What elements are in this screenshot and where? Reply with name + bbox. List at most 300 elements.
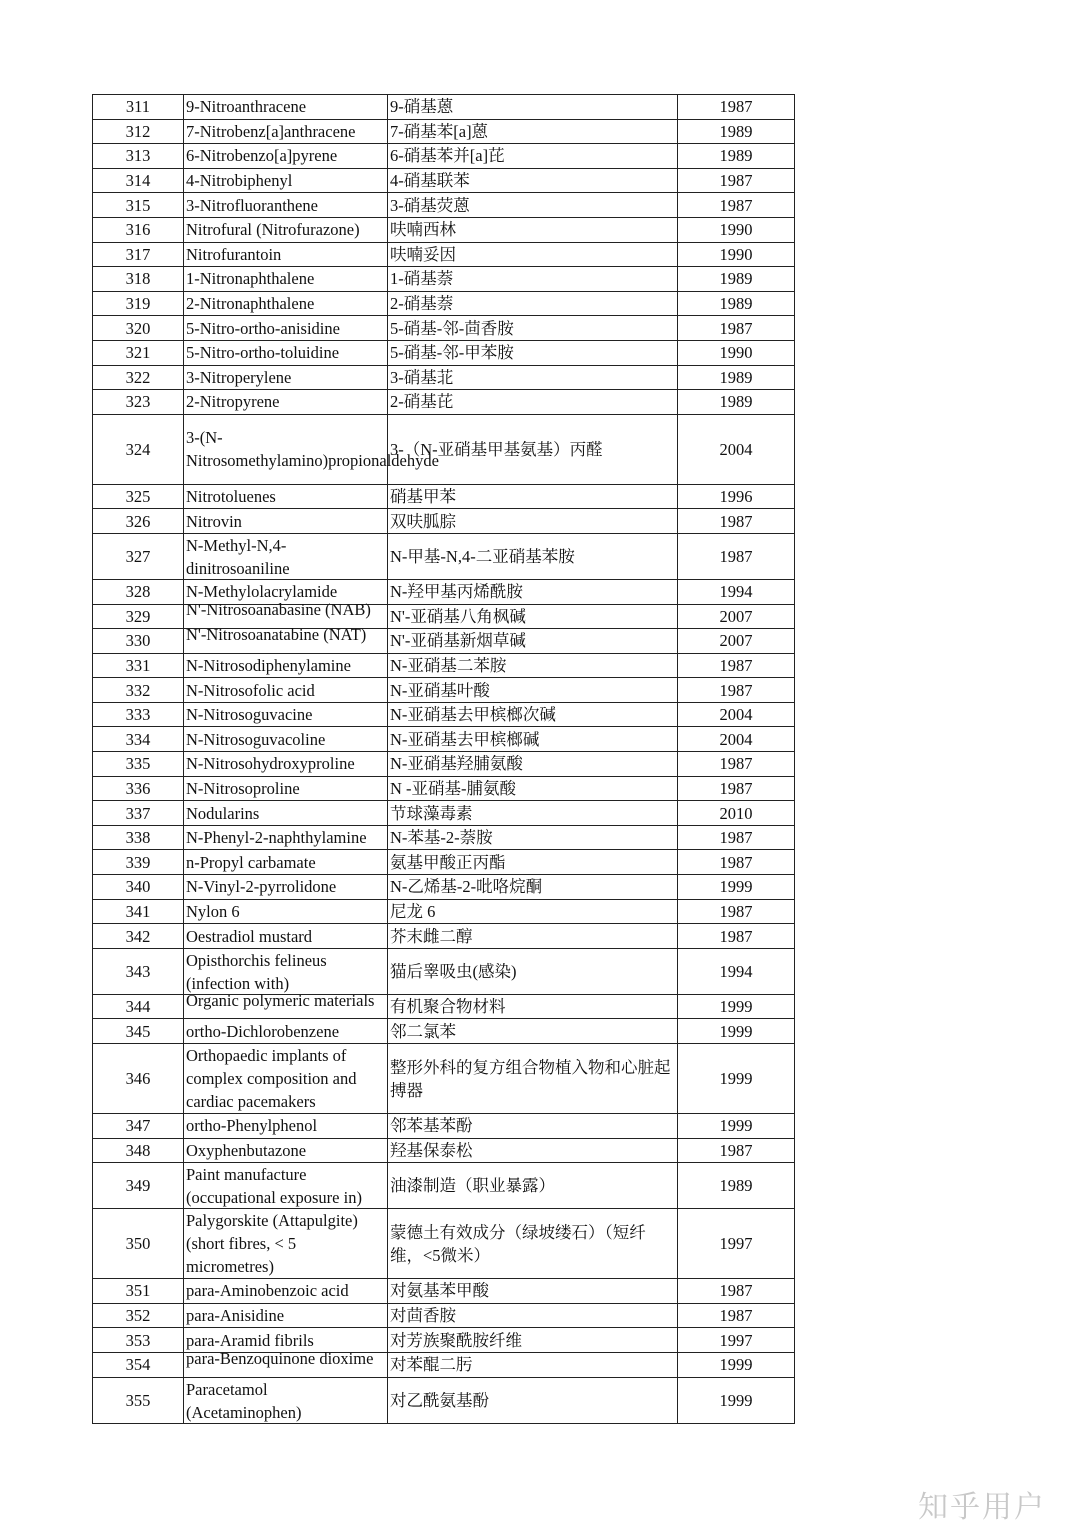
english-name: Opisthorchis felineus (infection with)	[186, 950, 327, 993]
chinese-name: 1-硝基萘	[390, 269, 454, 289]
chinese-name-cell	[388, 1138, 678, 1163]
english-name: Orthopaedic implants of complex composition and cardiac pacemakers	[186, 1046, 357, 1111]
chinese-name-cell	[388, 604, 678, 629]
year-cell	[678, 217, 795, 242]
chinese-name-cell	[388, 193, 678, 218]
chinese-name-cell	[388, 119, 678, 144]
english-name-cell	[184, 144, 388, 169]
year-cell	[678, 924, 795, 949]
table-body	[93, 95, 795, 1424]
english-name: ortho-Phenylphenol	[186, 1116, 318, 1136]
year-cell	[678, 316, 795, 341]
year: 1987	[719, 778, 753, 798]
chinese-name: 猫后睾吸虫(感染)	[390, 961, 517, 981]
chinese-name-cell	[388, 948, 678, 994]
year: 2007	[719, 606, 753, 626]
row-number: 332	[125, 680, 151, 700]
chinese-name: 6-硝基苯并[a]芘	[390, 146, 505, 166]
chinese-name: 氨基甲酸正丙酯	[390, 852, 506, 872]
english-name-cell	[184, 678, 388, 703]
english-name: Nitrovin	[186, 511, 242, 531]
english-name-cell	[184, 365, 388, 390]
row-number-cell	[93, 1209, 184, 1279]
english-name-cell	[184, 533, 388, 579]
english-name: Oestradiol mustard	[186, 926, 313, 946]
carcinogen-table	[92, 94, 795, 1424]
year: 1987	[719, 852, 753, 872]
chinese-name: 对乙酰氨基酚	[390, 1390, 489, 1410]
year-cell	[678, 168, 795, 193]
english-name: Nodularins	[186, 803, 260, 823]
english-name-cell	[184, 316, 388, 341]
english-name-cell	[184, 267, 388, 292]
row-number-cell	[93, 144, 184, 169]
row-number-cell	[93, 1044, 184, 1114]
row-number-cell	[93, 414, 184, 484]
chinese-name: N-羟甲基丙烯酰胺	[390, 582, 523, 602]
english-name: para-Anisidine	[186, 1306, 285, 1326]
english-name-cell	[184, 801, 388, 826]
row-number-cell	[93, 193, 184, 218]
year-cell	[678, 1209, 795, 1279]
year-cell	[678, 193, 795, 218]
row-number: 345	[125, 1021, 151, 1041]
row-number-cell	[93, 1163, 184, 1209]
year-cell	[678, 1163, 795, 1209]
row-number: 335	[125, 754, 151, 774]
table-row	[93, 678, 795, 703]
chinese-name: N-亚硝基去甲槟榔碱	[390, 729, 540, 749]
table-row	[93, 267, 795, 292]
english-name: 4-Nitrobiphenyl	[186, 171, 293, 191]
table-row	[93, 825, 795, 850]
english-name: 5-Nitro-ortho-anisidine	[186, 318, 340, 338]
english-name-cell	[184, 948, 388, 994]
row-number-cell	[93, 825, 184, 850]
row-number-cell	[93, 948, 184, 994]
chinese-name-cell	[388, 484, 678, 509]
row-number: 327	[125, 546, 151, 566]
row-number: 352	[125, 1306, 151, 1326]
english-name-cell	[184, 340, 388, 365]
year-cell	[678, 1138, 795, 1163]
chinese-name: 节球藻毒素	[390, 803, 473, 823]
table-row	[93, 752, 795, 777]
row-number: 325	[125, 487, 151, 507]
chinese-name-cell	[388, 95, 678, 120]
row-number: 323	[125, 392, 151, 412]
year: 1987	[719, 546, 753, 566]
year: 1987	[719, 171, 753, 191]
year: 2010	[719, 803, 753, 823]
chinese-name-cell	[388, 899, 678, 924]
english-name-cell	[184, 168, 388, 193]
english-name-cell	[184, 990, 388, 1019]
english-name: 6-Nitrobenzo[a]pyrene	[186, 146, 338, 166]
year: 1989	[719, 294, 753, 314]
chinese-name-cell	[388, 678, 678, 703]
english-name: N-Nitrosofolic acid	[186, 680, 315, 700]
year: 1987	[719, 680, 753, 700]
row-number: 317	[125, 244, 151, 264]
chinese-name: 双呋胍腙	[390, 511, 456, 531]
row-number: 330	[125, 631, 151, 651]
year: 1994	[719, 582, 753, 602]
english-name-cell	[184, 509, 388, 534]
year-cell	[678, 267, 795, 292]
row-number: 314	[125, 171, 151, 191]
year-cell	[678, 95, 795, 120]
chinese-name: N-苯基-2-萘胺	[390, 828, 493, 848]
english-name-cell	[184, 1209, 388, 1279]
row-number-cell	[93, 168, 184, 193]
year-cell	[678, 801, 795, 826]
table-row	[93, 801, 795, 826]
year: 1987	[719, 901, 753, 921]
chinese-name: 呋喃妥因	[390, 244, 456, 264]
table-row	[93, 390, 795, 415]
chinese-name-cell	[388, 702, 678, 727]
year: 2004	[719, 439, 753, 459]
chinese-name-cell	[388, 1044, 678, 1114]
english-name-cell	[184, 1279, 388, 1304]
table-row	[93, 994, 795, 1019]
year: 1987	[719, 1306, 753, 1326]
year: 1987	[719, 1281, 753, 1301]
chinese-name: N'-亚硝基新烟草碱	[390, 631, 526, 651]
table-row	[93, 193, 795, 218]
row-number-cell	[93, 95, 184, 120]
year: 1990	[719, 244, 753, 264]
chinese-name: 有机聚合物材料	[390, 997, 506, 1017]
year-cell	[678, 776, 795, 801]
table-row	[93, 217, 795, 242]
chinese-name: N-亚硝基二苯胺	[390, 655, 507, 675]
chinese-name-cell	[388, 242, 678, 267]
english-name-cell	[184, 217, 388, 242]
year-cell	[678, 1352, 795, 1377]
english-name-cell	[184, 193, 388, 218]
chinese-name-cell	[388, 653, 678, 678]
chinese-name-cell	[388, 875, 678, 900]
year: 1997	[719, 1330, 753, 1350]
english-name: 1-Nitronaphthalene	[186, 269, 315, 289]
row-number: 337	[125, 803, 151, 823]
english-name-cell	[184, 390, 388, 415]
year-cell	[678, 509, 795, 534]
english-name-cell	[184, 1348, 388, 1377]
chinese-name: 9-硝基蒽	[390, 97, 454, 117]
year: 1996	[719, 487, 753, 507]
chinese-name-cell	[388, 994, 678, 1019]
english-name: Nylon 6	[186, 901, 240, 921]
year-cell	[678, 579, 795, 604]
table-row	[93, 776, 795, 801]
chinese-name: 邻苯基苯酚	[390, 1116, 473, 1136]
chinese-name-cell	[388, 776, 678, 801]
english-name: 3-(N-Nitrosomethylamino)propionaldehyde	[186, 428, 439, 471]
english-name-cell	[184, 242, 388, 267]
chinese-name-cell	[388, 1279, 678, 1304]
year: 1999	[719, 1021, 753, 1041]
table-row	[93, 850, 795, 875]
chinese-name-cell	[388, 1163, 678, 1209]
table-row	[93, 1303, 795, 1328]
english-name: 5-Nitro-ortho-toluidine	[186, 343, 340, 363]
row-number: 342	[125, 926, 151, 946]
table-row	[93, 340, 795, 365]
table-row	[93, 291, 795, 316]
table-row	[93, 1019, 795, 1044]
chinese-name: 硝基甲苯	[390, 487, 456, 507]
table-row	[93, 533, 795, 579]
chinese-name-cell	[388, 144, 678, 169]
year-cell	[678, 1279, 795, 1304]
row-number-cell	[93, 604, 184, 629]
row-number-cell	[93, 850, 184, 875]
year: 2007	[719, 631, 753, 651]
english-name: 2-Nitropyrene	[186, 392, 280, 412]
year: 1989	[719, 121, 753, 141]
year-cell	[678, 533, 795, 579]
english-name: 9-Nitroanthracene	[186, 97, 307, 117]
row-number-cell	[93, 533, 184, 579]
english-name-cell	[184, 850, 388, 875]
row-number-cell	[93, 702, 184, 727]
year: 1999	[719, 1069, 753, 1088]
english-name-cell	[184, 1019, 388, 1044]
chinese-name-cell	[388, 1352, 678, 1377]
year: 1987	[719, 828, 753, 848]
table-row	[93, 702, 795, 727]
row-number-cell	[93, 1303, 184, 1328]
row-number-cell	[93, 1328, 184, 1353]
row-number-cell	[93, 390, 184, 415]
table-row	[93, 1352, 795, 1377]
table-row	[93, 1138, 795, 1163]
english-name: N-Methyl-N,4-dinitrosoaniline	[186, 535, 290, 578]
year-cell	[678, 702, 795, 727]
english-name-cell	[184, 776, 388, 801]
english-name: Nitrofurantoin	[186, 244, 282, 264]
english-name-cell	[184, 1138, 388, 1163]
table-row	[93, 629, 795, 654]
row-number: 321	[125, 343, 151, 363]
year-cell	[678, 875, 795, 900]
english-name: N'-Nitrosoanatabine (NAT)	[186, 624, 367, 644]
row-number-cell	[93, 924, 184, 949]
year: 2004	[719, 705, 753, 725]
chinese-name-cell	[388, 217, 678, 242]
english-name: N-Nitrosoguvacine	[186, 705, 313, 725]
row-number-cell	[93, 1377, 184, 1423]
chinese-name-cell	[388, 1377, 678, 1423]
row-number: 331	[125, 655, 151, 675]
chinese-name-cell	[388, 316, 678, 341]
row-number: 312	[125, 121, 151, 141]
row-number-cell	[93, 653, 184, 678]
year-cell	[678, 850, 795, 875]
row-number: 353	[125, 1330, 151, 1350]
english-name: n-Propyl carbamate	[186, 852, 316, 872]
chinese-name: 油漆制造（职业暴露）	[390, 1176, 555, 1196]
chinese-name: N-甲基-N,4-二亚硝基苯胺	[390, 546, 575, 566]
row-number: 338	[125, 828, 151, 848]
chinese-name: 整形外科的复方组合物植入物和心脏起搏器	[390, 1057, 671, 1100]
table-row	[93, 414, 795, 484]
year: 1989	[719, 392, 753, 412]
year: 1994	[719, 961, 753, 981]
table-row	[93, 924, 795, 949]
year-cell	[678, 899, 795, 924]
year-cell	[678, 242, 795, 267]
year-cell	[678, 390, 795, 415]
chinese-name: N -亚硝基-脯氨酸	[390, 778, 517, 798]
english-name: Palygorskite (Attapulgite)(short fibres, < 5 micrometres)	[186, 1211, 358, 1277]
year-cell	[678, 752, 795, 777]
row-number: 319	[125, 294, 151, 314]
english-name: Organic polymeric materials	[186, 990, 375, 1010]
english-name-cell	[184, 414, 439, 484]
row-number: 324	[125, 439, 151, 459]
year: 1989	[719, 146, 753, 166]
table-row	[93, 119, 795, 144]
english-name-cell	[184, 702, 388, 727]
english-name-cell	[184, 653, 388, 678]
year: 1999	[719, 997, 753, 1017]
table-row	[93, 365, 795, 390]
row-number-cell	[93, 752, 184, 777]
english-name-cell	[184, 291, 388, 316]
year-cell	[678, 825, 795, 850]
row-number: 322	[125, 367, 151, 387]
table-row	[93, 875, 795, 900]
year-cell	[678, 678, 795, 703]
row-number: 328	[125, 582, 151, 602]
chinese-name: 3-硝基苝	[390, 367, 454, 387]
row-number-cell	[93, 678, 184, 703]
chinese-name-cell	[388, 579, 678, 604]
english-name: N'-Nitrosoanabasine (NAB)	[186, 600, 371, 620]
row-number: 347	[125, 1116, 151, 1136]
row-number: 354	[125, 1355, 151, 1375]
english-name: N-Vinyl-2-pyrrolidone	[186, 877, 337, 897]
chinese-name: 3-（N-亚硝基甲基氨基）丙醛	[390, 439, 603, 459]
row-number-cell	[93, 1138, 184, 1163]
english-name: 7-Nitrobenz[a]anthracene	[186, 121, 356, 141]
chinese-name: 对芳族聚酰胺纤维	[390, 1330, 522, 1350]
year-cell	[678, 1114, 795, 1139]
row-number: 344	[125, 997, 151, 1017]
row-number: 320	[125, 318, 151, 338]
row-number: 318	[125, 269, 151, 289]
english-name: para-Aminobenzoic acid	[186, 1281, 349, 1301]
year: 1987	[719, 754, 753, 774]
chinese-name: 芥末雌二醇	[390, 926, 473, 946]
chinese-name-cell	[388, 1019, 678, 1044]
year-cell	[678, 1377, 795, 1423]
row-number-cell	[93, 1352, 184, 1377]
chinese-name-cell	[388, 533, 678, 579]
chinese-name-cell	[388, 727, 678, 752]
row-number-cell	[93, 727, 184, 752]
chinese-name-cell	[388, 850, 678, 875]
table-row	[93, 653, 795, 678]
english-name: N-Nitrosodiphenylamine	[186, 655, 351, 675]
row-number: 336	[125, 778, 151, 798]
row-number-cell	[93, 801, 184, 826]
english-name: 2-Nitronaphthalene	[186, 294, 315, 314]
chinese-name: 对苯醌二肟	[390, 1355, 473, 1375]
row-number-cell	[93, 899, 184, 924]
row-number-cell	[93, 484, 184, 509]
row-number-cell	[93, 776, 184, 801]
row-number: 346	[125, 1069, 151, 1088]
row-number-cell	[93, 340, 184, 365]
year: 1999	[719, 877, 753, 897]
table-row	[93, 1279, 795, 1304]
chinese-name: 2-硝基萘	[390, 294, 454, 314]
chinese-name-cell	[388, 509, 678, 534]
year: 1987	[719, 195, 753, 215]
chinese-name: 邻二氯苯	[390, 1021, 456, 1041]
year: 1987	[719, 511, 753, 531]
english-name-cell	[184, 95, 388, 120]
chinese-name: N-亚硝基去甲槟榔次碱	[390, 705, 556, 725]
table-row	[93, 316, 795, 341]
year: 1989	[719, 367, 753, 387]
row-number: 329	[125, 606, 151, 626]
row-number: 313	[125, 146, 151, 166]
english-name: para-Aramid fibrils	[186, 1330, 314, 1350]
english-name: Paint manufacture (occupational exposure in)	[186, 1165, 362, 1208]
english-name: ortho-Dichlorobenzene	[186, 1021, 340, 1041]
english-name-cell	[184, 875, 388, 900]
row-number: 334	[125, 729, 151, 749]
chinese-name: N-亚硝基叶酸	[390, 680, 490, 700]
chinese-name-cell	[388, 752, 678, 777]
row-number: 350	[125, 1234, 151, 1254]
row-number: 326	[125, 511, 151, 531]
table-row	[93, 948, 795, 994]
chinese-name: 尼龙 6	[390, 901, 436, 921]
year: 1999	[719, 1116, 753, 1136]
english-name-cell	[184, 752, 388, 777]
english-name: N-Nitrosoproline	[186, 778, 300, 798]
chinese-name-cell	[388, 1328, 678, 1353]
chinese-name-cell	[388, 629, 678, 654]
chinese-name-cell	[388, 365, 678, 390]
chinese-name: 5-硝基-邻-茴香胺	[390, 318, 514, 338]
year: 1987	[719, 655, 753, 675]
chinese-name: 7-硝基苯[a]蒽	[390, 121, 489, 141]
row-number-cell	[93, 509, 184, 534]
chinese-name-cell	[388, 924, 678, 949]
row-number-cell	[93, 1279, 184, 1304]
year-cell	[678, 727, 795, 752]
english-name-cell	[184, 1303, 388, 1328]
table-row	[93, 899, 795, 924]
chinese-name: N-乙烯基-2-吡咯烷酮	[390, 877, 543, 897]
row-number-cell	[93, 242, 184, 267]
row-number-cell	[93, 365, 184, 390]
chinese-name: 3-硝基荧蒽	[390, 195, 470, 215]
table-row	[93, 242, 795, 267]
chinese-name-cell	[388, 168, 678, 193]
english-name-cell	[184, 924, 388, 949]
english-name: N-Nitrosoguvacoline	[186, 729, 326, 749]
english-name-cell	[184, 899, 388, 924]
